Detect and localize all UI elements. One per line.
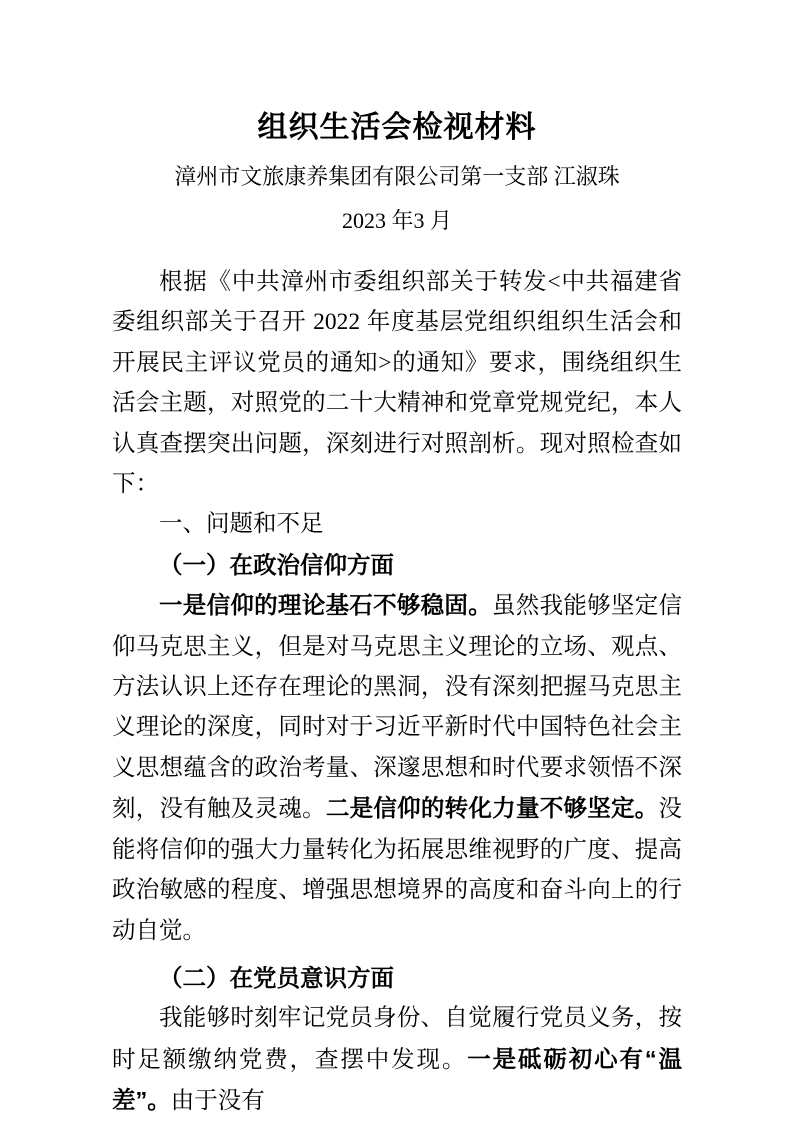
subsection-heading-political-belief: （一）在政治信仰方面 <box>159 551 394 578</box>
document-body <box>112 262 682 1122</box>
text-run: 一是砥砺初心有“温差”。 <box>112 1045 682 1114</box>
subsection-heading-party-member-awareness: （二）在党员意识方面 <box>159 964 394 991</box>
text-run: 我能够时刻牢记党员身份、自觉履行党员义务，按时足额缴纳党费，查摆中发现。 <box>112 1005 682 1073</box>
political-belief-paragraph <box>112 585 682 951</box>
document-title: 组织生活会检视材料 <box>257 111 537 144</box>
document-byline: 漳州市文旅康养集团有限公司第一支部 江淑珠 <box>174 164 620 189</box>
document-date: 2023 年3 月 <box>341 208 452 233</box>
section-heading-problems: 一、问题和不足 <box>159 511 324 538</box>
intro-paragraph: 根据《中共漳州市委组织部关于转发<中共福建省委组织部关于召开 2022 年度基层党组织组织生活会和开展民主评议党员的通知>的通知》要求，围绕组织生活会主题，对照党的二十大精神和党章党规党纪，本人认真查摆突出问题，深刻进行对照剖析。现对照检查如下： <box>112 269 682 498</box>
text-run: 虽然我能够坚定信仰马克思主义，但是对马克思主义理论的立场、观点、方法认识上还存在理论的黑洞，没有深刻把握马克思主义理论的深度，同时对于习近平新时代中国特色社会主义思想蕴含的政治考量、深邃思想和时代要求领悟不深刻，没有触及灵魂。 <box>112 593 682 823</box>
text-run: 一是信仰的理论基石不够稳固。 <box>159 592 492 619</box>
text-run: 由于没有 <box>170 1088 265 1115</box>
party-member-awareness-paragraph <box>112 998 682 1121</box>
text-run: 没能将信仰的强大力量转化为拓展思维视野的广度、提高政治敏感的程度、增强思想境界的高度和奋斗向上的行动自觉。 <box>112 796 683 944</box>
text-run: 二是信仰的转化力量不够坚定。 <box>325 795 659 822</box>
